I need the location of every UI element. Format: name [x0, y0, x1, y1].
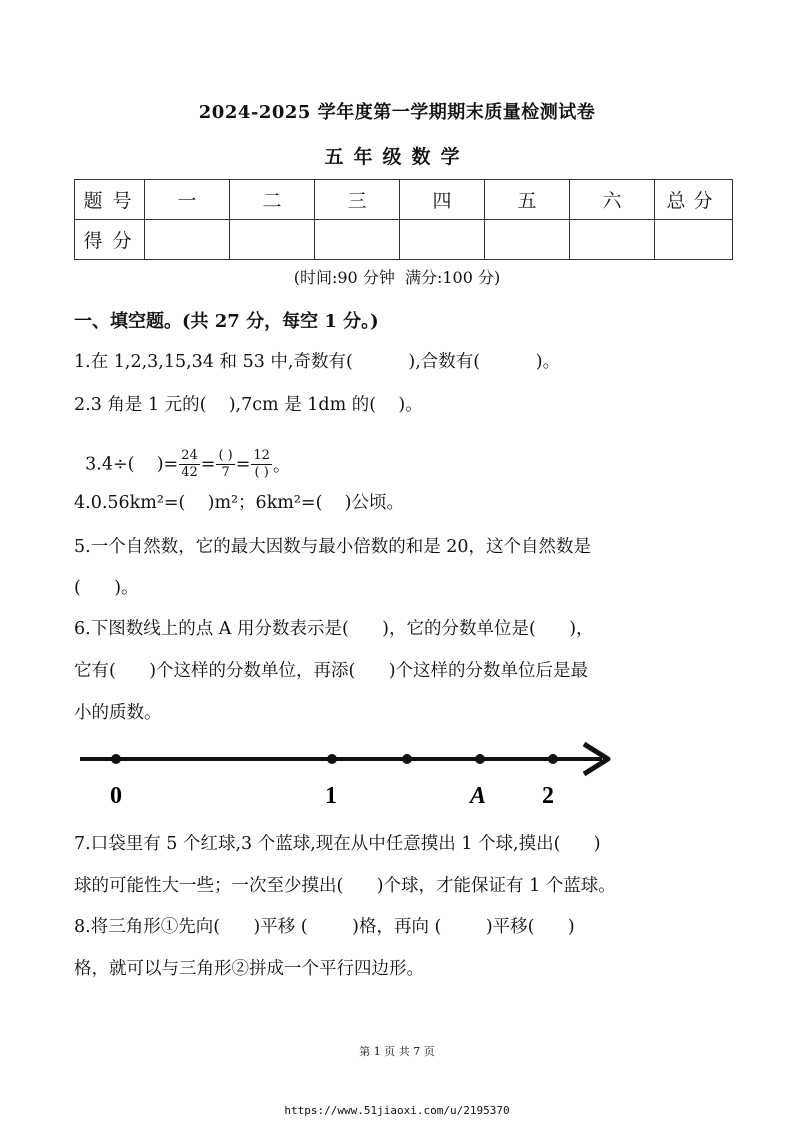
number-line-label-2: 2 [542, 783, 554, 809]
score-table-score-label: 得分 [75, 220, 145, 260]
question-6-line-1: 6.下图数线上的点 A 用分数表示是( )，它的分数单位是( )， [74, 619, 594, 639]
equals-sign: = [235, 454, 251, 475]
score-cell[interactable] [570, 220, 655, 260]
page-number: 第 1 页 共 7 页 [359, 1045, 435, 1058]
question-5-line-1: 5.一个自然数，它的最大因数与最小倍数的和是 20，这个自然数是 [74, 537, 592, 557]
page-subtitle: 五年级数学 [324, 146, 470, 168]
number-line-point-A [475, 754, 485, 764]
fraction-denominator: ( ) [254, 465, 269, 480]
fraction-denominator: 42 [181, 465, 198, 480]
fraction-numerator: 12 [253, 448, 270, 463]
fraction-numerator: ( ) [218, 448, 233, 463]
score-col-2: 二 [230, 180, 315, 220]
site-url[interactable]: https://www.51jiaoxi.com/u/2195370 [284, 1104, 510, 1117]
equals-sign: = [200, 454, 216, 475]
number-line-label-A: A [470, 783, 487, 809]
number-line-point-mid [402, 754, 412, 764]
question-7-line-1: 7.口袋里有 5 个红球,3 个蓝球,现在从中任意摸出 1 个球,摸出( ) [74, 834, 601, 854]
question-2: 2.3 角是 1 元的( ),7cm 是 1dm 的( )。 [74, 395, 423, 415]
fraction-denominator: 7 [221, 465, 230, 480]
number-line-label-1: 1 [325, 783, 337, 809]
score-col-5: 五 [485, 180, 570, 220]
question-3-suffix: 。 [272, 456, 291, 476]
question-1: 1.在 1,2,3,15,34 和 53 中,奇数有( ),合数有( )。 [74, 352, 561, 372]
score-col-6: 六 [570, 180, 655, 220]
score-table-row-label: 题号 [75, 180, 145, 220]
score-cell[interactable] [230, 220, 315, 260]
number-line-point-1 [327, 754, 337, 764]
score-col-1: 一 [145, 180, 230, 220]
question-6-line-3: 小的质数。 [74, 703, 162, 723]
score-cell[interactable] [315, 220, 400, 260]
number-line-point-2 [548, 754, 558, 764]
number-line-label-0: 0 [110, 783, 122, 809]
fraction-blank-7 [216, 448, 234, 481]
score-cell-total[interactable] [655, 220, 733, 260]
question-8-line-2: 格，就可以与三角形②拼成一个平行四边形。 [74, 959, 424, 979]
score-cell[interactable] [485, 220, 570, 260]
score-cell[interactable] [145, 220, 230, 260]
question-4: 4.0.56km²=( )m²；6km²=( )公顷。 [74, 493, 404, 513]
number-line [70, 730, 630, 810]
score-table-score-row [75, 220, 733, 260]
time-note: (时间:90 分钟 满分:100 分) [293, 268, 501, 287]
page-title: 2024-2025 学年度第一学期期末质量检测试卷 [198, 102, 596, 123]
question-5-line-2: ( )。 [74, 578, 139, 598]
fraction-12-blank [251, 448, 272, 481]
question-8-line-1: 8.将三角形①先向( )平移 ( )格，再向 ( )平移( ) [74, 917, 575, 937]
question-7-line-2: 球的可能性大一些；一次至少摸出( )个球，才能保证有 1 个蓝球。 [74, 876, 616, 896]
section-heading: 一、填空题。(共 27 分，每空 1 分。) [74, 311, 379, 332]
question-3 [74, 428, 290, 481]
number-line-point-0 [111, 754, 121, 764]
score-cell[interactable] [400, 220, 485, 260]
fraction-numerator: 24 [181, 448, 198, 463]
question-3-prefix: 3.4÷( )= [85, 454, 179, 475]
fraction-24-42 [179, 448, 200, 481]
question-6-line-2: 它有( )个这样的分数单位，再添( )个这样的分数单位后是最 [74, 661, 589, 681]
score-table [74, 179, 733, 260]
score-table-header-row [75, 180, 733, 220]
score-col-3: 三 [315, 180, 400, 220]
score-col-4: 四 [400, 180, 485, 220]
score-col-total: 总分 [655, 180, 733, 220]
